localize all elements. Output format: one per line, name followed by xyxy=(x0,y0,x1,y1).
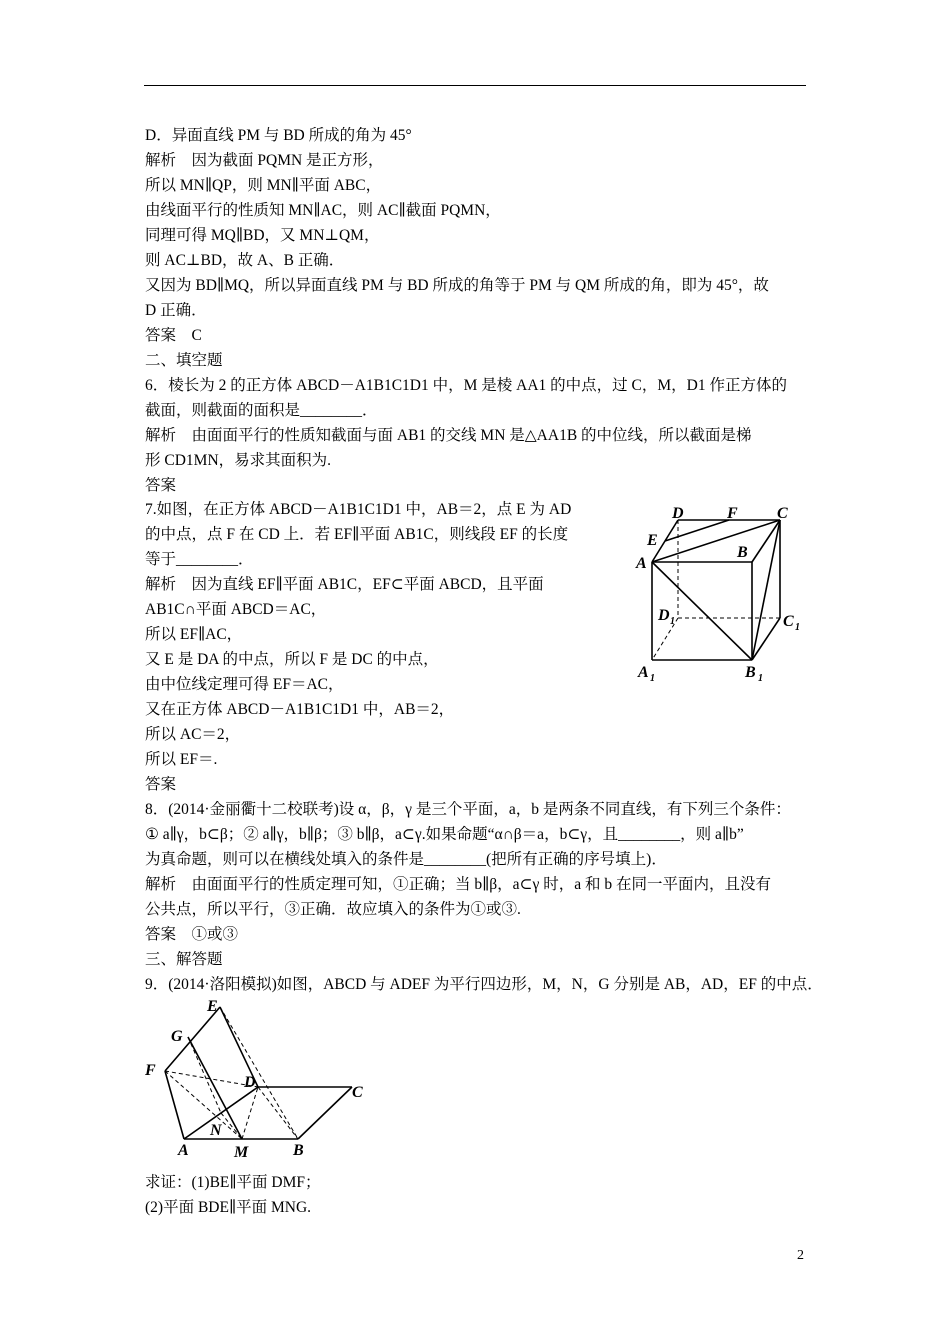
prism-label-A: A xyxy=(178,1142,189,1159)
text-line: 解析 由面面平行的性质定理可知，①正确；当 b∥β，a⊂γ 时，a 和 b 在同一平面内，且没有 xyxy=(145,876,772,893)
text-line: 又因为 BD∥MQ，所以异面直线 PM 与 BD 所成的角等于 PM 与 QM 所成的角，即为 45°，故 xyxy=(145,277,769,294)
cube-label-D1-sub: 1 xyxy=(670,616,675,627)
prism-label-B: B xyxy=(293,1142,304,1159)
text-line: 由线面平行的性质知 MN∥AC，则 AC∥截面 PQMN， xyxy=(145,202,501,219)
cube-label-D1: D xyxy=(658,607,670,624)
text-line: 答案 ①或③ xyxy=(145,926,239,943)
text-line: 解析 由面面平行的性质知截面与面 AB1 的交线 MN 是△AA1B 的中位线，所以截面是梯 xyxy=(145,427,752,444)
cube-label-C1: C xyxy=(783,613,794,630)
text-line: 二、填空题 xyxy=(145,352,223,369)
prism-label-E: E xyxy=(207,998,218,1015)
cube-label-C: C xyxy=(777,505,788,522)
text-line: (2)平面 BDE∥平面 MNG. xyxy=(145,1199,312,1216)
text-line: 又 E 是 DA 的中点，所以 F 是 DC 的中点， xyxy=(145,651,439,668)
text-line: 所以 MN∥QP，则 MN∥平面 ABC， xyxy=(145,177,382,194)
text-line: D．异面直线 PM 与 BD 所成的角为 45° xyxy=(145,127,412,144)
prism-label-M: M xyxy=(234,1144,249,1160)
cube-label-E: E xyxy=(647,532,658,549)
cube-label-B1-sub: 1 xyxy=(758,673,763,684)
text-line: 7.如图，在正方体 ABCD－A1B1C1D1 中，AB＝2，点 E 为 AD xyxy=(145,501,572,518)
text-line: 答案 C xyxy=(145,327,202,344)
text-line: 所以 AC＝2， xyxy=(145,726,241,743)
text-line: 由中位线定理可得 EF＝AC， xyxy=(145,676,344,693)
cube-label-A1-sub: 1 xyxy=(650,673,655,684)
cube-label-B1: B xyxy=(745,664,756,681)
text-line: 所以 EF＝. xyxy=(145,751,218,768)
text-line: 9．(2014·洛阳模拟)如图，ABCD 与 ADEF 为平行四边形，M，N，G 分别是 AB，AD，EF 的中点． xyxy=(145,976,823,993)
cube-label-D: D xyxy=(672,505,684,522)
text-line: ① a∥γ，b⊂β；② a∥γ，b∥β；③ b∥β，a⊂γ.如果命题“α∩β＝a，b⊂γ，且________，则 a∥b” xyxy=(145,826,744,843)
text-line: 截面，则截面的面积是________． xyxy=(145,402,378,419)
cube-figure xyxy=(630,500,810,685)
text-line: 所以 EF∥AC， xyxy=(145,626,243,643)
prism-label-N: N xyxy=(210,1122,222,1139)
text-line: 三、解答题 xyxy=(145,951,223,968)
text-line: D 正确． xyxy=(145,302,207,319)
cube-label-A: A xyxy=(636,555,647,572)
prism-figure xyxy=(140,995,380,1160)
text-line: 求证：(1)BE∥平面 DMF； xyxy=(145,1174,321,1191)
text-line: 解析 因为截面 PQMN 是正方形， xyxy=(145,152,384,169)
text-line: 6．棱长为 2 的正方体 ABCD－A1B1C1D1 中，M 是棱 AA1 的中点，过 C，M，D1 作正方体的 xyxy=(145,377,787,394)
cube-label-F: F xyxy=(727,505,738,522)
cube-label-A1: A xyxy=(638,664,649,681)
text-line: 形 CD1MN，易求其面积为. xyxy=(145,452,332,469)
prism-label-C: C xyxy=(352,1084,363,1101)
text-line: 的中点，点 F 在 CD 上．若 EF∥平面 AB1C，则线段 EF 的长度 xyxy=(145,526,569,543)
text-line: 解析 因为直线 EF∥平面 AB1C，EF⊂平面 ABCD，且平面 xyxy=(145,576,544,593)
cube-label-C1-sub: 1 xyxy=(795,622,800,633)
prism-label-F: F xyxy=(145,1062,156,1079)
text-line: 答案 xyxy=(145,776,177,793)
text-line: 为真命题，则可以在横线处填入的条件是________(把所有正确的序号填上)． xyxy=(145,851,667,868)
header-rule xyxy=(144,85,806,86)
text-line: 等于________． xyxy=(145,551,254,568)
text-line: 又在正方体 ABCD－A1B1C1D1 中，AB＝2， xyxy=(145,701,455,718)
text-line: 公共点，所以平行，③正确．故应填入的条件为①或③. xyxy=(145,901,521,918)
page-number: 2 xyxy=(797,1248,804,1263)
cube-label-B: B xyxy=(737,544,748,561)
prism-label-D: D xyxy=(244,1074,256,1091)
prism-label-G: G xyxy=(171,1028,183,1045)
text-line: 则 AC⊥BD，故 A、B 正确． xyxy=(145,252,345,269)
text-line: 8．(2014·金丽衢十二校联考)设 α，β，γ 是三个平面，a，b 是两条不同直线，有下列三个条件： xyxy=(145,801,791,818)
text-line: 答案 xyxy=(145,477,177,494)
text-line: 同理可得 MQ∥BD，又 MN⊥QM， xyxy=(145,227,380,244)
text-line: AB1C∩平面 ABCD＝AC， xyxy=(145,601,327,618)
